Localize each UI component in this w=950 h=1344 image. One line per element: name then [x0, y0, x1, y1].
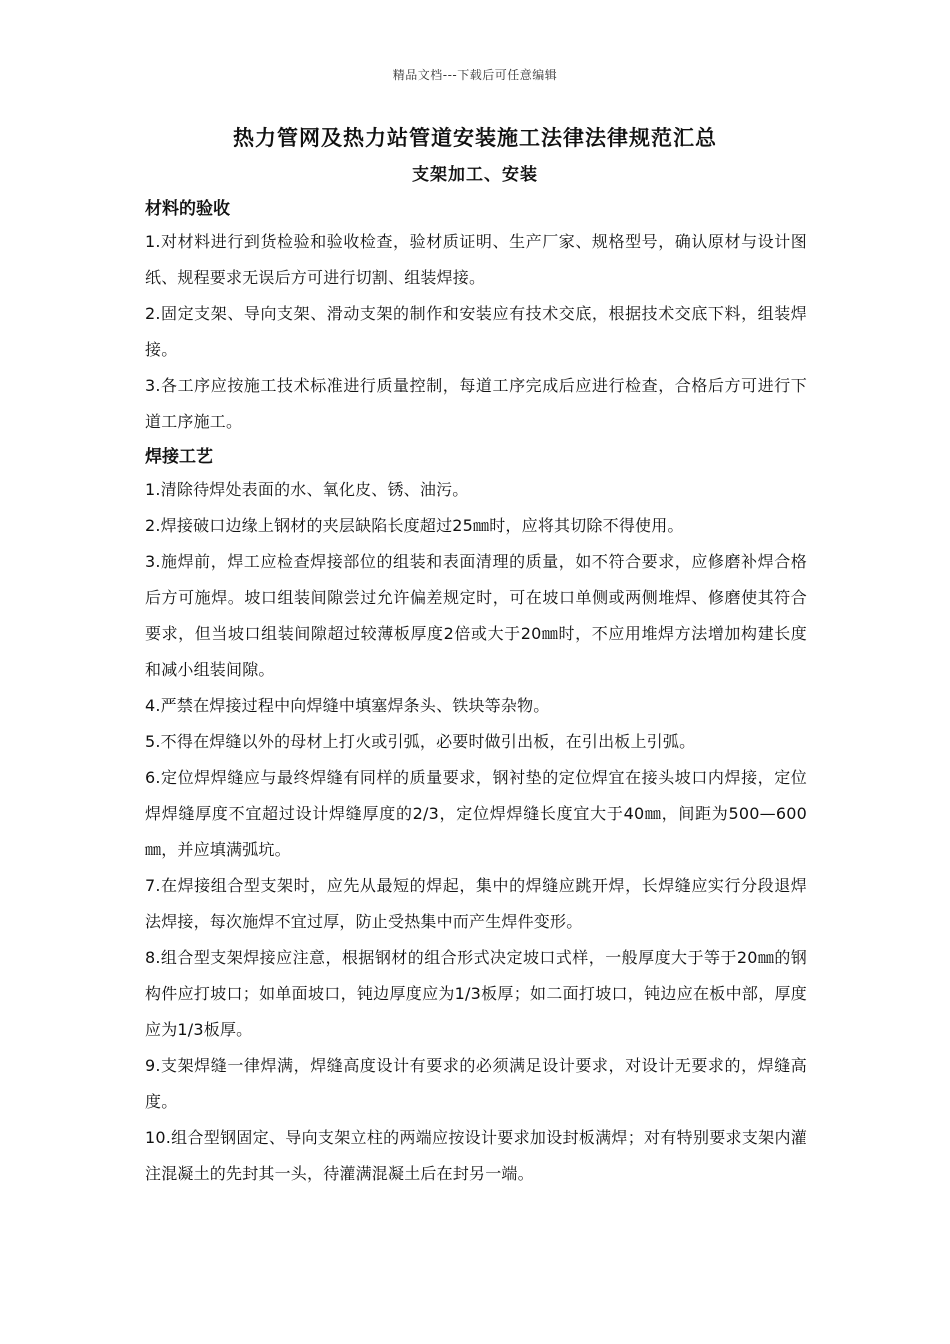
section-heading: 焊接工艺: [145, 447, 213, 467]
paragraph: 5.不得在焊缝以外的母材上打火或引弧，必要时做引出板，在引出板上引弧。: [145, 732, 696, 751]
paragraph: 9.支架焊缝一律焊满，焊缝高度设计有要求的必须满足设计要求，对设计无要求的，焊缝高度。: [145, 1056, 807, 1111]
paragraph: 3.各工序应按施工技术标准进行质量控制，每道工序完成后应进行检查，合格后方可进行下道工序施工。: [145, 376, 807, 431]
section-materials: [145, 194, 807, 440]
document-body: [145, 194, 807, 1192]
paragraph: 8.组合型支架焊接应注意，根据钢材的组合形式决定坡口式样，一般厚度大于等于20㎜的钢构件应打坡口；如单面坡口，钝边厚度应为1/3板厚；如二面打坡口，钝边应在板中部，厚度应为1/3板厚。: [145, 948, 807, 1039]
paragraph: 3.施焊前，焊工应检查焊接部位的组装和表面清理的质量，如不符合要求，应修磨补焊合格后方可施焊。坡口组装间隙尝过允许偏差规定时，可在坡口单侧或两侧堆焊、修磨使其符合要求，但当坡口组装间隙超过较薄板厚度2倍或大于20㎜时，不应用堆焊方法增加构建长度和减小组装间隙。: [145, 552, 807, 679]
paragraph: 1.清除待焊处表面的水、氧化皮、锈、油污。: [145, 480, 469, 499]
paragraph: 10.组合型钢固定、导向支架立柱的两端应按设计要求加设封板满焊；对有特别要求支架内灌注混凝土的先封其一头，待灌满混凝土后在封另一端。: [145, 1128, 807, 1183]
paragraph: 7.在焊接组合型支架时，应先从最短的焊起，集中的焊缝应跳开焊，长焊缝应实行分段退焊法焊接，每次施焊不宜过厚，防止受热集中而产生焊件变形。: [145, 876, 807, 931]
paragraph: 1.对材料进行到货检验和验收检查，验材质证明、生产厂家、规格型号，确认原材与设计图纸、规程要求无误后方可进行切割、组装焊接。: [145, 232, 807, 287]
section-heading: 材料的验收: [145, 199, 230, 219]
paragraph: 6.定位焊焊缝应与最终焊缝有同样的质量要求，钢衬垫的定位焊宜在接头坡口内焊接，定位焊焊缝厚度不宜超过设计焊缝厚度的2/3，定位焊焊缝长度宜大于40㎜，间距为500—600㎜，并应填满弧坑。: [145, 768, 807, 859]
paragraph: 4.严禁在焊接过程中向焊缝中填塞焊条头、铁块等杂物。: [145, 696, 550, 715]
document-subtitle: 支架加工、安装: [412, 165, 538, 185]
paragraph: 2.焊接破口边缘上钢材的夹层缺陷长度超过25㎜时，应将其切除不得使用。: [145, 516, 684, 535]
document-title: 热力管网及热力站管道安装施工法律法律规范汇总: [233, 125, 717, 150]
section-welding: [145, 442, 807, 1192]
header-note: 精品文档---下载后可任意编辑: [392, 68, 558, 82]
paragraph: 2.固定支架、导向支架、滑动支架的制作和安装应有技术交底，根据技术交底下料，组装焊接。: [145, 304, 807, 359]
